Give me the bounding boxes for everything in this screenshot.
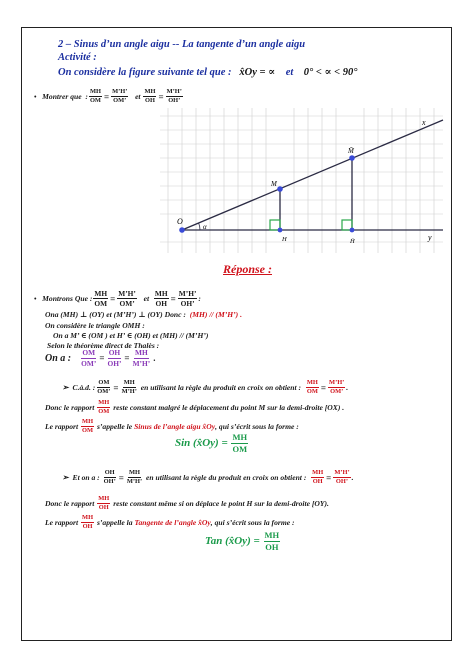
sinus-formula xyxy=(175,433,249,453)
ona-label: On a : xyxy=(45,352,72,364)
equals-sign: = xyxy=(99,353,105,363)
label-m: M xyxy=(271,180,277,188)
fraction-mh-oh: $\frac{MH}{OH}$ xyxy=(144,88,156,105)
period: . xyxy=(346,383,349,393)
belongs-line: On a M’ ∈ (OM ) et H’ ∈ (OH) et (MH) // (M’H’) xyxy=(53,331,209,340)
cad-line xyxy=(62,380,348,396)
rule-text: en utilisant la règle du produit en croix on obtient : xyxy=(140,383,302,393)
equals-sign: = xyxy=(320,382,327,393)
and-word: et xyxy=(135,92,141,102)
perpendicular-text: Ona (MH) ⊥ (OY) et (M’H’) ⊥ (OY) Donc : xyxy=(45,310,186,319)
label-m2: M̄ xyxy=(348,147,354,155)
montrons-line xyxy=(34,290,201,308)
bullet: • xyxy=(34,294,37,303)
point-m2 xyxy=(349,155,355,161)
point-h2 xyxy=(350,228,355,233)
label-h2: H̄ xyxy=(350,238,355,245)
thales-line: Selon le théorème direct de Thalès : xyxy=(47,341,160,350)
forme-text: , qui s’écrit sous la forme : xyxy=(210,518,295,528)
montrer-label: Montrer que xyxy=(42,92,82,102)
equals-sign: = xyxy=(113,382,119,393)
equals-sign: = xyxy=(110,293,116,304)
fraction-mh2-om2: $\frac{M’H’}{OM’}$ xyxy=(118,289,136,309)
fraction-mh-oh: $\frac{MH}{OH}$ xyxy=(154,289,168,309)
cad-label: C.à.d. : xyxy=(72,383,96,393)
grid xyxy=(160,108,443,253)
equals-sign: = xyxy=(170,293,176,304)
tangente-formula xyxy=(205,531,281,551)
rule-text: en utilisant la règle du produit en croix on obtient : xyxy=(146,473,307,483)
colon: : xyxy=(198,294,201,304)
activite-label: Activité : xyxy=(58,52,97,63)
equals-sign: = xyxy=(158,91,164,102)
fraction-mh2-oh2: $\frac{M’H’}{OH’}$ xyxy=(178,289,197,309)
donc-prefix: Donc le rapport xyxy=(45,499,95,509)
perpendicular-line xyxy=(45,310,242,319)
angle-arc xyxy=(199,223,200,230)
label-h: H xyxy=(282,236,287,243)
label-alpha: α xyxy=(203,223,207,231)
donc-suffix: reste constant malgré le déplacement du point M sur la demi-droite [OX) . xyxy=(113,403,345,413)
bullet: • xyxy=(34,92,37,101)
fraction-om-om2: $\frac{OM}{OM’}$ xyxy=(81,348,97,368)
et-on-a-label: Et on a : xyxy=(72,473,100,483)
geometry-figure xyxy=(160,108,445,255)
fraction-mh-om: $\frac{MH}{OM}$ xyxy=(232,432,248,454)
donc-prefix: Donc le rapport xyxy=(45,403,95,413)
fraction-mh-m2h2: $\frac{MH}{M’H’}$ xyxy=(126,469,143,486)
point-o xyxy=(179,227,185,233)
tan-formula-text: Tan (x̂Oy) = xyxy=(205,535,260,547)
fraction-mh-oh: $\frac{MH}{OH}$ xyxy=(98,495,110,512)
question-line xyxy=(34,89,184,105)
equals-sign: = xyxy=(103,91,110,102)
fraction-mh2-oh2: $\frac{M’H’}{OH’}$ xyxy=(334,469,350,486)
donc-rapport-sin-line xyxy=(45,400,344,416)
consider-text: On considère la figure suivante tel que : xyxy=(58,67,232,78)
fraction-mh2-om2: $\frac{M’H’}{OM’}$ xyxy=(329,379,345,396)
fraction-mh-om: $\frac{MH}{OM}$ xyxy=(89,88,101,105)
fraction-mh2-om2: $\frac{M’H’}{OM’}$ xyxy=(112,88,128,105)
label-y: y xyxy=(428,233,432,242)
appelle-text: s’appelle la xyxy=(96,518,133,528)
equals-sign: = xyxy=(124,353,130,363)
et-on-a-line xyxy=(62,470,353,486)
fraction-mh-m2h2: $\frac{MH}{M’H’}$ xyxy=(121,379,137,396)
le-rapport: Le rapport xyxy=(45,518,79,528)
ray-ox xyxy=(182,120,443,230)
fraction-om-om2: $\frac{OM}{OM’}$ xyxy=(97,379,111,396)
equals-sign: = xyxy=(326,472,332,483)
triangle-line: On considère le triangle OMH : xyxy=(45,321,145,330)
appelle-text: s’appelle le xyxy=(96,422,133,432)
fraction-mh2-oh2: $\frac{M’H’}{OH’}$ xyxy=(166,88,182,105)
and-word: et xyxy=(143,294,150,304)
fraction-mh-om: $\frac{MH}{OM}$ xyxy=(306,379,318,396)
fraction-oh-oh2: $\frac{OH}{OH’}$ xyxy=(107,348,122,368)
point-h xyxy=(278,228,283,233)
parallel-result: (MH) // (M’H’) . xyxy=(189,310,243,319)
colon: : xyxy=(85,92,88,102)
fraction-mh-oh: $\frac{MH}{OH}$ xyxy=(82,514,94,531)
section-title: 2 – Sinus d’un angle aigu -- La tangente d’un angle aigu xyxy=(58,39,306,50)
fraction-oh-oh2: $\frac{OH}{OH’}$ xyxy=(103,469,116,486)
angle-condition: x̂Oy = ∝ xyxy=(239,67,276,78)
sin-formula-text: Sin (x̂Oy) = xyxy=(175,437,228,449)
sinus-definition-line xyxy=(45,419,299,435)
arrow-icon: ➢ xyxy=(62,383,69,393)
range-condition: 0° < ∝ < 90° xyxy=(303,67,358,78)
reponse-heading: Réponse : xyxy=(223,262,272,276)
period: . xyxy=(153,353,156,363)
label-x: x xyxy=(422,118,426,127)
tangente-name: Tangente de l’angle x̂Oy xyxy=(134,518,211,528)
montrons-label: Montrons Que : xyxy=(42,294,93,304)
tangente-definition-line xyxy=(45,515,295,531)
consider-line xyxy=(58,66,357,78)
arrow-icon: ➢ xyxy=(62,473,69,483)
thales-equality xyxy=(45,349,156,367)
label-o: O xyxy=(177,217,183,226)
period: . xyxy=(351,473,354,483)
donc-suffix: reste constant même si on déplace le point H sur la demi-droite [OY). xyxy=(113,499,329,509)
fraction-mh-oh: $\frac{MH}{OH}$ xyxy=(264,530,280,552)
and-word: et xyxy=(285,67,294,78)
forme-text: , qui s’écrit sous la forme : xyxy=(215,422,299,432)
fraction-mh-m2h2: $\frac{MH}{M’H’}$ xyxy=(132,348,151,368)
le-rapport: Le rapport xyxy=(45,422,79,432)
fraction-mh-om: $\frac{MH}{OM}$ xyxy=(98,399,110,416)
fraction-mh-om: $\frac{MH}{OM}$ xyxy=(82,418,94,435)
donc-rapport-tan-line xyxy=(45,496,329,512)
point-m xyxy=(277,186,283,192)
fraction-mh-oh: $\frac{MH}{OH}$ xyxy=(312,469,324,486)
fraction-mh-om: $\frac{MH}{OM}$ xyxy=(94,289,108,309)
equals-sign: = xyxy=(118,472,124,483)
sinus-name: Sinus de l’angle aigu x̂Oy xyxy=(134,422,216,432)
